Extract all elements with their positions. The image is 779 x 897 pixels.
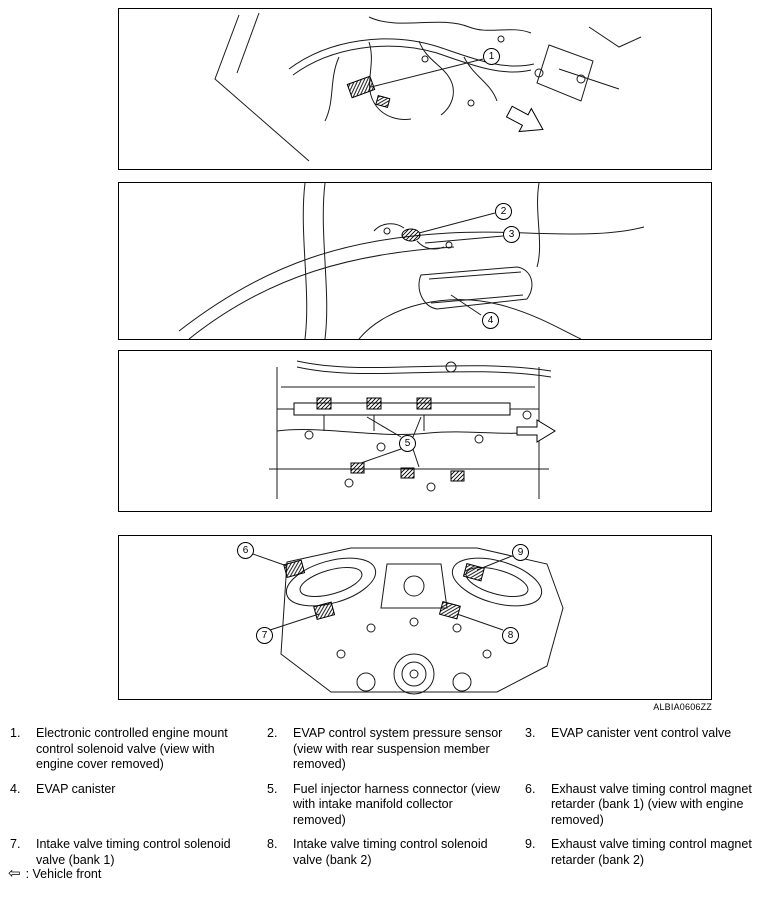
- vehicle-front-arrow-icon: ⇦: [8, 865, 21, 882]
- legend-item-text: EVAP canister: [36, 781, 116, 796]
- figure-code: ALBIA0606ZZ: [653, 702, 712, 712]
- vehicle-front-block-arrow-icon: [517, 420, 555, 442]
- legend-item-number: 9.: [525, 837, 536, 851]
- leader-line-7: [270, 614, 319, 630]
- legend: [10, 726, 772, 868]
- figure-panels: [118, 8, 712, 712]
- panel-engine-top-view: [118, 8, 712, 170]
- callout-5: 5: [399, 435, 416, 452]
- leader-line-5d: [413, 449, 419, 467]
- legend-item-number: 5.: [267, 781, 278, 796]
- legend-item-8: [267, 837, 525, 868]
- legend-item-number: 1.: [10, 726, 21, 740]
- engine-top-illustration: [119, 9, 711, 169]
- callout-4: 4: [482, 312, 499, 329]
- callout-3: 3: [503, 226, 520, 243]
- legend-item-text: EVAP control system pressure sensor (view with rear suspension member removed): [293, 726, 503, 771]
- legend-item-5: [267, 782, 525, 829]
- vehicle-front-label: : Vehicle front: [25, 867, 102, 881]
- leader-line-6: [253, 554, 287, 566]
- legend-item-number: 3.: [525, 726, 536, 740]
- fuel-rail-illustration: [119, 351, 711, 511]
- legend-item-text: Intake valve timing control solenoid valve (bank 1): [36, 837, 231, 867]
- callout-2: 2: [495, 203, 512, 220]
- legend-item-number: 8.: [267, 837, 278, 851]
- legend-item-6: [525, 782, 772, 829]
- legend-item-text: Intake valve timing control solenoid valve (bank 2): [293, 837, 488, 867]
- panel-engine-front-view: [118, 535, 712, 700]
- callout-7: 7: [256, 627, 273, 644]
- legend-item-text: Electronic controlled engine mount control solenoid valve (view with engine cover removed): [36, 726, 228, 771]
- legend-item-1: [10, 726, 267, 773]
- underbody-illustration: [119, 183, 711, 339]
- legend-item-9: [525, 837, 772, 868]
- callout-1: 1: [483, 48, 500, 65]
- legend-item-text: EVAP canister vent control valve: [551, 726, 732, 740]
- vehicle-front-block-arrow-icon: [503, 100, 549, 141]
- legend-item-text: Exhaust valve timing control magnet retarder (bank 2): [551, 837, 752, 867]
- legend-item-number: 2.: [267, 726, 278, 740]
- legend-item-3: [525, 726, 772, 773]
- legend-item-number: 7.: [10, 837, 21, 851]
- leader-line-8: [457, 614, 503, 630]
- legend-item-number: 6.: [525, 781, 536, 796]
- legend-item-7: [10, 837, 267, 868]
- leader-line-2: [419, 213, 495, 233]
- engine-front-illustration: [119, 536, 711, 699]
- callout-6: 6: [237, 542, 254, 559]
- legend-item-text: Exhaust valve timing control magnet retarder (bank 1) (view with engine removed): [551, 781, 752, 827]
- panel-fuel-rail-view: [118, 350, 712, 512]
- leader-line-1: [371, 59, 483, 87]
- panel-underbody-view: [118, 182, 712, 340]
- legend-item-2: [267, 726, 525, 773]
- vehicle-front-key: [8, 866, 101, 882]
- legend-item-number: 4.: [10, 781, 21, 796]
- legend-item-4: [10, 782, 267, 829]
- leader-line-3: [425, 236, 503, 243]
- callout-8: 8: [502, 627, 519, 644]
- callout-9: 9: [512, 544, 529, 561]
- legend-item-text: Fuel injector harness connector (view with intake manifold collector removed): [293, 781, 501, 827]
